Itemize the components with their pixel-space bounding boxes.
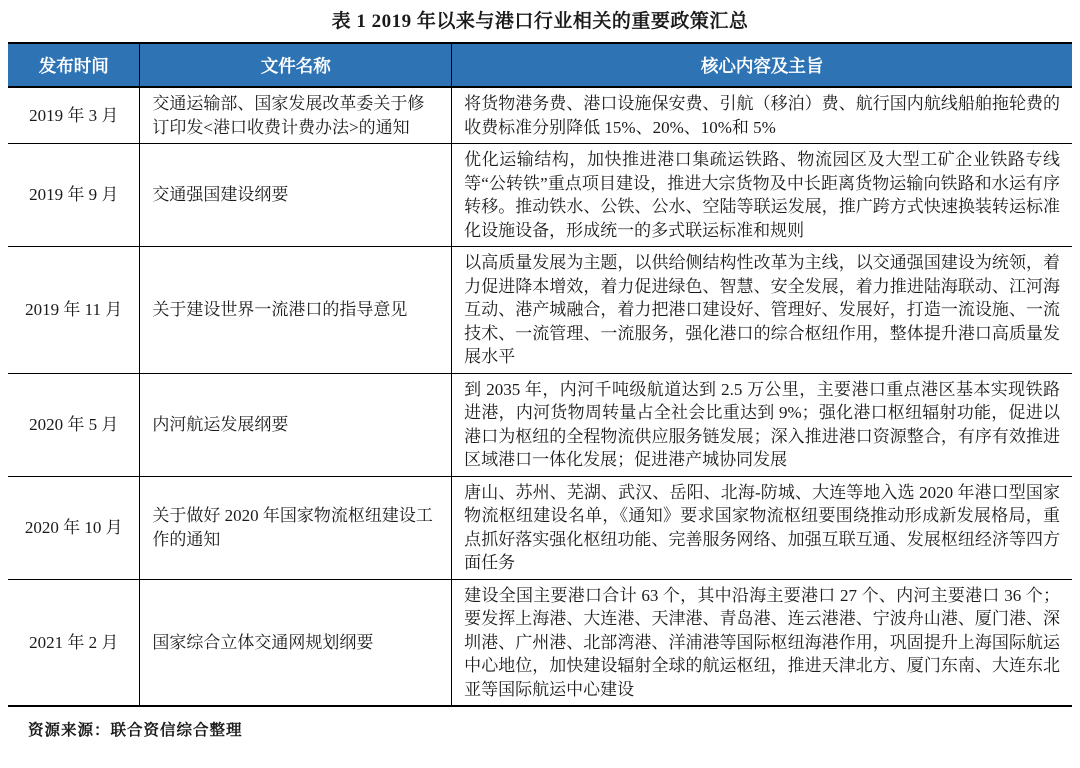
- cell-core-content: 以高质量发展为主题，以供给侧结构性改革为主线，以交通强国建设为统领，着力促进降本增效，着力促进绿色、智慧、安全发展，着力推进陆海联动、江河海互动、港产城融合，着力把港口建设好、管理好、发展好，打造一流设施、一流技术、一流管理、一流服务，强化港口的综合枢纽作用，整体提升港口高质量发展水平: [452, 247, 1072, 374]
- cell-core-content: 建设全国主要港口合计 63 个，其中沿海主要港口 27 个、内河主要港口 36 个；要发挥上海港、大连港、天津港、青岛港、连云港港、宁波舟山港、厦门港、深圳港、广州港、北部湾港、洋浦港等国际枢纽海港作用，巩固提升上海国际航运中心地位，加快建设辐射全球的航运枢纽，推进天津北方、厦门东南、大连东北亚等国际航运中心建设: [464, 585, 1060, 699]
- col-header-document-name: 文件名称: [140, 43, 452, 87]
- cell-publish-date: 2019 年 9 月: [8, 144, 140, 247]
- cell-core-content: 优化运输结构，加快推进港口集疏运铁路、物流园区及大型工矿企业铁路专线等“公转铁”重点项目建设，推进大宗货物及中长距离货物运输向铁路和水运有序转移。推动铁水、公铁、公水、空陆等联运发展，推广跨方式快速换装转运标准化设施设备，形成统一的多式联运标准和规则: [452, 144, 1072, 247]
- table-row: [8, 144, 1072, 247]
- table-row: [8, 476, 1072, 579]
- cell-document-name: 关于建设世界一流港口的指导意见: [140, 247, 452, 374]
- cell-document-name: 内河航运发展纲要: [140, 373, 452, 476]
- table-row: [8, 247, 1072, 374]
- cell-core-content: 将货物港务费、港口设施保安费、引航（移泊）费、航行国内航线船舶拖轮费的收费标准分别降低 15%、20%、10%和 5%: [452, 87, 1072, 144]
- source-note: 资源来源：联合资信综合整理: [28, 722, 243, 739]
- table-title: 表 1 2019 年以来与港口行业相关的重要政策汇总: [331, 11, 749, 32]
- cell-document-name: 交通运输部、国家发展改革委关于修订印发<港口收费计费办法>的通知: [140, 87, 452, 144]
- table-row: [8, 373, 1072, 476]
- cell-publish-date: 2019 年 3 月: [8, 87, 140, 144]
- cell-publish-date: 2019 年 11 月: [8, 247, 140, 374]
- header-row: [8, 43, 1072, 87]
- table-row: [8, 579, 1072, 706]
- cell-core-content: 唐山、苏州、芜湖、武汉、岳阳、北海-防城、大连等地入选 2020 年港口型国家物流枢纽建设名单，《通知》要求国家物流枢纽要围绕推动形成新发展格局，重点抓好落实强化枢纽功能、完善服务网络、加强互联互通、发展枢纽经济等四方面任务: [452, 476, 1072, 579]
- policy-table: [8, 42, 1072, 707]
- col-header-core-content: 核心内容及主旨: [452, 43, 1072, 87]
- cell-document-name: 关于做好 2020 年国家物流枢纽建设工作的通知: [140, 476, 452, 579]
- table-row: [8, 87, 1072, 144]
- cell-core-content: 到 2035 年，内河千吨级航道达到 2.5 万公里，主要港口重点港区基本实现铁路进港，内河货物周转量占全社会比重达到 9%；强化港口枢纽辐射功能，促进以港口为枢纽的全程物流供应服务链发展；深入推进港口资源整合，有序有效推进区域港口一体化发展；促进港产城协同发展: [452, 373, 1072, 476]
- cell-document-name: 国家综合立体交通网规划纲要: [140, 579, 452, 706]
- cell-publish-date: 2020 年 5 月: [8, 373, 140, 476]
- cell-document-name: 交通强国建设纲要: [140, 144, 452, 247]
- col-header-publish-date: 发布时间: [8, 43, 140, 87]
- cell-publish-date: 2020 年 10 月: [8, 476, 140, 579]
- cell-publish-date: 2021 年 2 月: [8, 579, 140, 706]
